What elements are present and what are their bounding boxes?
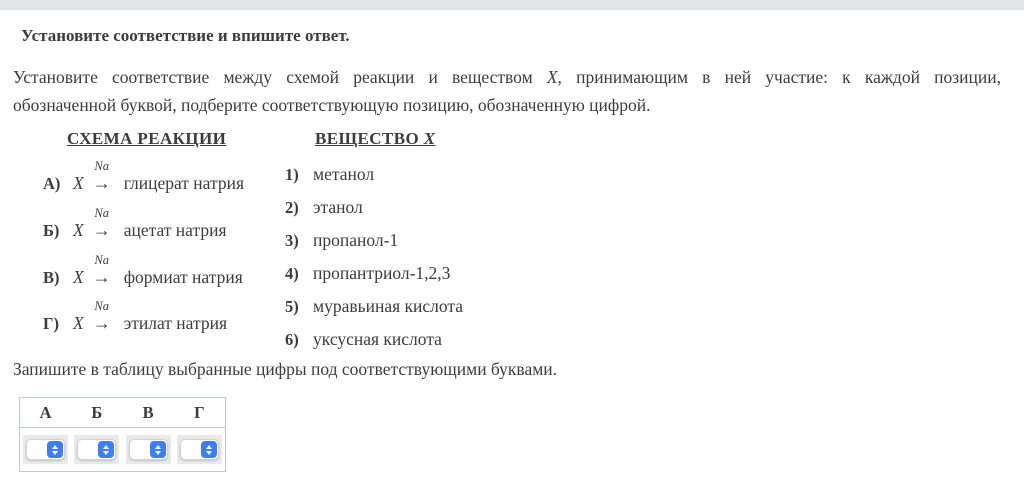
arrow-with-reagent <box>93 254 111 287</box>
stepper-up-icon <box>155 445 161 449</box>
reaction-arrow-icon: → <box>92 173 111 193</box>
substance-item-3 <box>285 230 398 251</box>
substance-number: 1) <box>285 165 299 184</box>
reagent-na: Na <box>94 253 109 267</box>
stepper-down-icon <box>52 451 58 455</box>
substance-item-1 <box>285 164 374 185</box>
reagent-na: Na <box>94 159 109 173</box>
answer-select-a[interactable] <box>26 439 65 460</box>
answer-column-a: А <box>39 402 52 422</box>
reaction-label: Б) <box>43 221 60 240</box>
answer-column-g: Г <box>194 402 205 422</box>
substance-item-6 <box>285 329 442 350</box>
column-header-substance-x: ВЕЩЕСТВО X <box>315 129 436 148</box>
substance-number: 3) <box>285 231 299 250</box>
stepper-button <box>150 441 166 458</box>
substance-name: муравьиная кислота <box>313 296 464 316</box>
substance-number: 2) <box>285 198 299 217</box>
question-heading: Установите соответствие и впишите ответ. <box>21 26 350 45</box>
substance-number: 6) <box>285 330 299 349</box>
reaction-row-v <box>43 254 243 288</box>
reaction-label: В) <box>43 268 60 287</box>
substance-number: 5) <box>285 297 299 316</box>
arrow-with-reagent <box>93 300 111 333</box>
reagent-na: Na <box>94 299 109 313</box>
substance-name: пропантриол-1,2,3 <box>313 263 451 283</box>
reaction-row-a <box>43 160 244 194</box>
answer-instruction: Запишите в таблицу выбранные цифры под соответствующими буквами. <box>13 359 558 379</box>
answer-column-b: Б <box>91 402 103 422</box>
arrow-with-reagent <box>93 207 111 240</box>
reactant-x: X <box>73 267 84 287</box>
stepper-button <box>47 441 63 458</box>
substance-name: пропанол-1 <box>313 230 399 250</box>
reaction-arrow-icon: → <box>92 220 111 240</box>
substance-name: уксусная кислота <box>313 329 442 349</box>
reaction-product: ацетат натрия <box>123 220 227 240</box>
substance-number: 4) <box>285 264 299 283</box>
substance-x-symbol: X <box>423 129 436 148</box>
stepper-button <box>98 441 114 458</box>
stepper-down-icon <box>206 451 212 455</box>
stepper-up-icon <box>206 445 212 449</box>
substance-name: этанол <box>313 197 363 217</box>
substance-name: метанол <box>313 164 375 184</box>
reaction-label: А) <box>43 174 61 193</box>
answer-table-input-row <box>20 428 225 471</box>
arrow-with-reagent <box>93 160 111 193</box>
reagent-na: Na <box>94 206 109 220</box>
reaction-label: Г) <box>43 314 59 333</box>
stepper-up-icon <box>103 445 109 449</box>
task-description-line1: Установите соответствие между схемой реакции и веществом X, принимающим в ней участие: к каждой позиции, <box>13 67 1001 87</box>
substance-item-5 <box>285 296 463 317</box>
reaction-product: этилат натрия <box>123 313 228 333</box>
reaction-row-b <box>43 207 227 241</box>
substance-item-2 <box>285 197 363 218</box>
reactant-x: X <box>73 313 84 333</box>
answer-select-b[interactable] <box>77 439 116 460</box>
reaction-row-g <box>43 300 227 334</box>
reaction-product: формиат натрия <box>123 267 243 287</box>
stepper-down-icon <box>155 451 161 455</box>
reactant-x: X <box>73 220 84 240</box>
substance-x-symbol: X <box>546 67 558 87</box>
top-bar <box>0 0 1024 10</box>
reaction-arrow-icon: → <box>92 267 111 287</box>
answer-select-g[interactable] <box>180 439 219 460</box>
answer-table <box>19 397 226 472</box>
task-description-line2: обозначенной буквой, подберите соответствующую позицию, обозначенную цифрой. <box>13 95 651 115</box>
stepper-up-icon <box>52 445 58 449</box>
task-description <box>13 63 1001 119</box>
reaction-product: глицерат натрия <box>123 173 245 193</box>
answer-select-v[interactable] <box>129 439 168 460</box>
stepper-button <box>201 441 217 458</box>
answer-table-header-row <box>20 398 225 428</box>
substance-item-4 <box>285 263 450 284</box>
stepper-down-icon <box>103 451 109 455</box>
reaction-arrow-icon: → <box>92 313 111 333</box>
answer-column-v: В <box>142 402 154 422</box>
reactant-x: X <box>73 173 84 193</box>
column-header-reaction-scheme: СХЕМА РЕАКЦИИ <box>67 129 227 148</box>
